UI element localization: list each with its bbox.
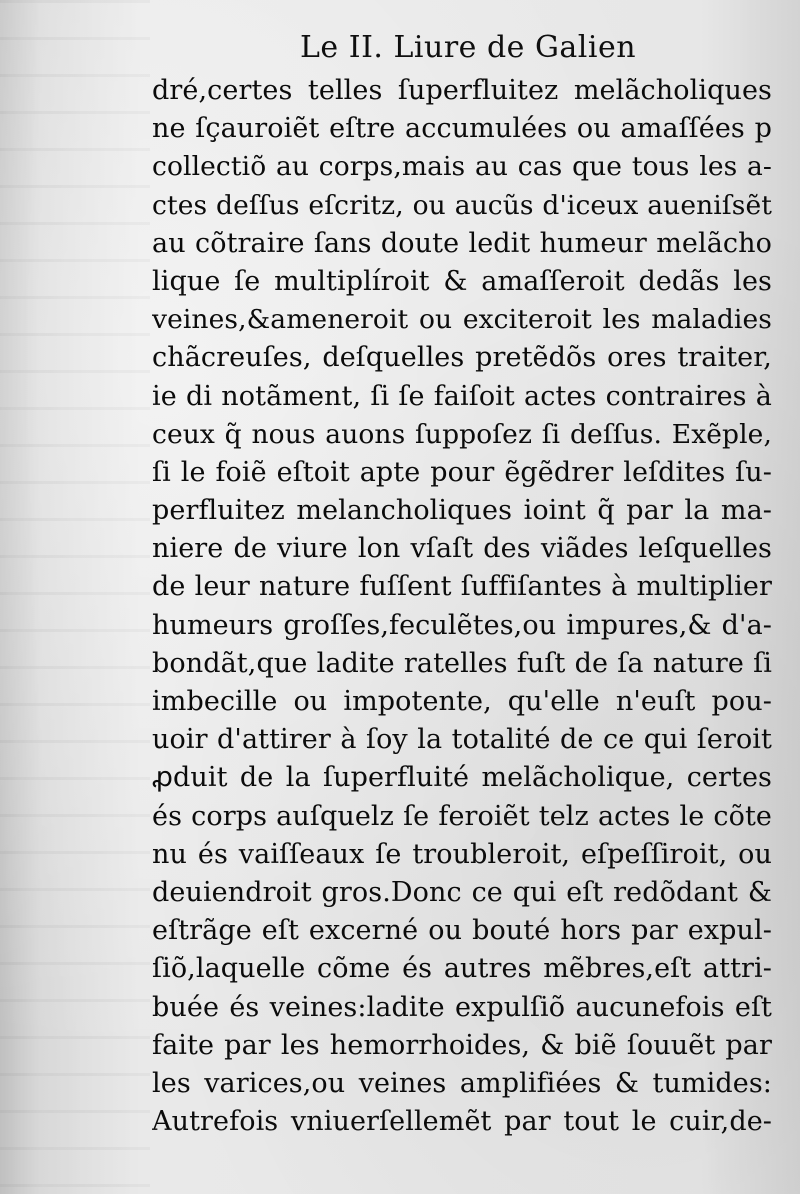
text-line: les varices,ou veines amplifiées & tumides: <box>152 1067 772 1099</box>
show-through-margin <box>0 0 150 1194</box>
text-line: bondãt,que ladite ratelles fuſt de ſa nature ſi <box>152 647 772 679</box>
text-line: uoir d'attirer à ſoy la totalité de ce qui ſeroit <box>152 724 772 756</box>
text-line: nu és vaiſſeaux ſe troubleroit, eſpeſſiroit, ou <box>152 838 772 870</box>
text-line: ſiõ,laquelle cõme és autres mẽbres,eſt attri- <box>152 953 772 985</box>
text-line: chãcreuſes, deſquelles pretẽdõs ores traiter, <box>152 342 772 374</box>
running-title: Le II. Liure de Galien <box>300 30 637 65</box>
text-line: buée és veines:ladite expulſiõ aucunefois eſt <box>152 991 772 1023</box>
text-line: collectiõ au corps,mais au cas que tous les a- <box>152 151 772 183</box>
text-line: ne ſçauroiẽt eſtre accumulées ou amaſſées p <box>152 113 772 145</box>
text-line: veines,&ameneroit ou exciteroit les maladies <box>152 304 772 336</box>
text-line: perfluitez melancholiques ioint q̃ par la ma- <box>152 495 772 527</box>
text-line: niere de viure lon vſaſt des viãdes leſquelles <box>152 533 772 565</box>
text-line: ctes deſſus eſcritz, ou aucũs d'iceux aueniſsẽt <box>152 189 772 221</box>
text-line: ꝓduit de la ſuperfluité melãcholique, certes <box>152 762 772 794</box>
text-line: humeurs groſſes,feculẽtes,ou impures,& d'a- <box>152 609 772 641</box>
text-line: deuiendroit gros.Donc ce qui eſt redõdant & <box>152 876 772 908</box>
text-line: imbecille ou impotente, qu'elle n'euſt pou- <box>152 686 772 717</box>
text-line: Autrefois vniuerſellemẽt par tout le cuir,de- <box>152 1106 772 1138</box>
body-text <box>152 72 772 1141</box>
text-line: ſi le foiẽ eſtoit apte pour ẽgẽdrer leſdites ſu- <box>152 456 772 488</box>
text-line: ceux q̃ nous auons ſuppoſez ſi deſſus. Exẽple, <box>152 418 772 450</box>
text-line: eſtrãge eſt excerné ou bouté hors par expul- <box>152 915 772 947</box>
text-line: dré,certes telles ſuperfluitez melãcholiques <box>152 75 772 106</box>
text-line: faite par les hemorrhoides, & biẽ ſouuẽt par <box>152 1029 772 1061</box>
text-line: de leur nature fuſſent ſuffiſantes à multiplier <box>152 571 772 603</box>
text-line: ie di notãment, ſi ſe faiſoit actes contraires à <box>152 380 772 412</box>
text-line: lique ſe multiplíroit & amaſſeroit dedãs les <box>152 265 772 297</box>
text-line: és corps auſquelz ſe feroiẽt telz actes le cõte <box>152 800 772 832</box>
text-line: au cõtraire ſans doute ledit humeur melãcho <box>152 227 772 259</box>
